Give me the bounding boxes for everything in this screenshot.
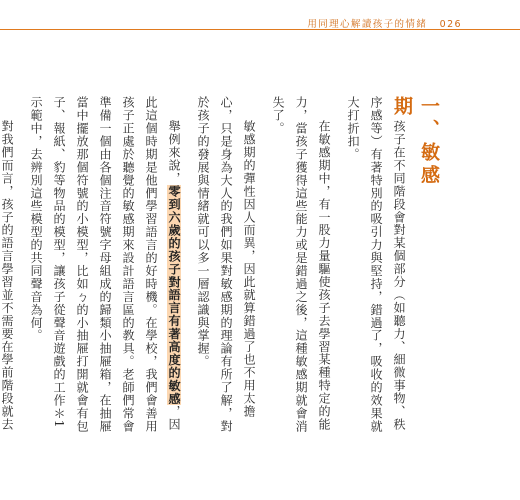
paragraph: 敏感期的彈性因人而異，因此就算錯過了也不用太擔心，只是身為大人的我們如果對敏感期的理論有所了解，對於孩子的發展與情緒就可以多一層認識與掌握。 [196,96,256,433]
page-body [0,96,410,440]
paragraph: 對我們而言，孩子的語言學習並不需要在學前階段就去 [0,120,14,431]
paragraph [24,96,185,440]
highlighted-phrase: 零到六歲的孩子對語言有著高度的敏感 [167,184,181,406]
paragraph-lead: 舉例來說， [167,120,181,185]
page-number: 026 [439,19,462,30]
paragraph: 孩子在不同階段會對某個部分（如聽力、細微事物、秩序感等）有著特別的吸引力與堅持，錯過了，吸收的效果就大打折扣。 [346,96,406,433]
paragraph-rest: ，因此這個時期是他們學習語言的好時機。在學校，我們會善用孩子正處於聽覺的敏感期來設計語言區的教具。老師們常會準備一個由各個注音符號字母組成的歸類小抽屜箱，在抽屜當中擺放那個符號的小模型，比如ㄅ的小抽屜打開就會有包子、報紙、豹等物品的模型，讓孩子從聲音遊戲的工作＊1示範中，去辨別這些模型的共同聲音為何。 [29,96,181,433]
section-heading [391,96,443,206]
running-header [307,16,462,30]
paragraph: 在敏感期中，有一股力量驅使孩子去學習某種特定的能力，當孩子獲得這些能力或是錯過之後，這種敏感期就會消失了。 [271,96,331,433]
book-title: 用同理心解讀孩子的情緒 [307,19,428,30]
section-heading-text: 一、敏感期 [391,96,440,188]
